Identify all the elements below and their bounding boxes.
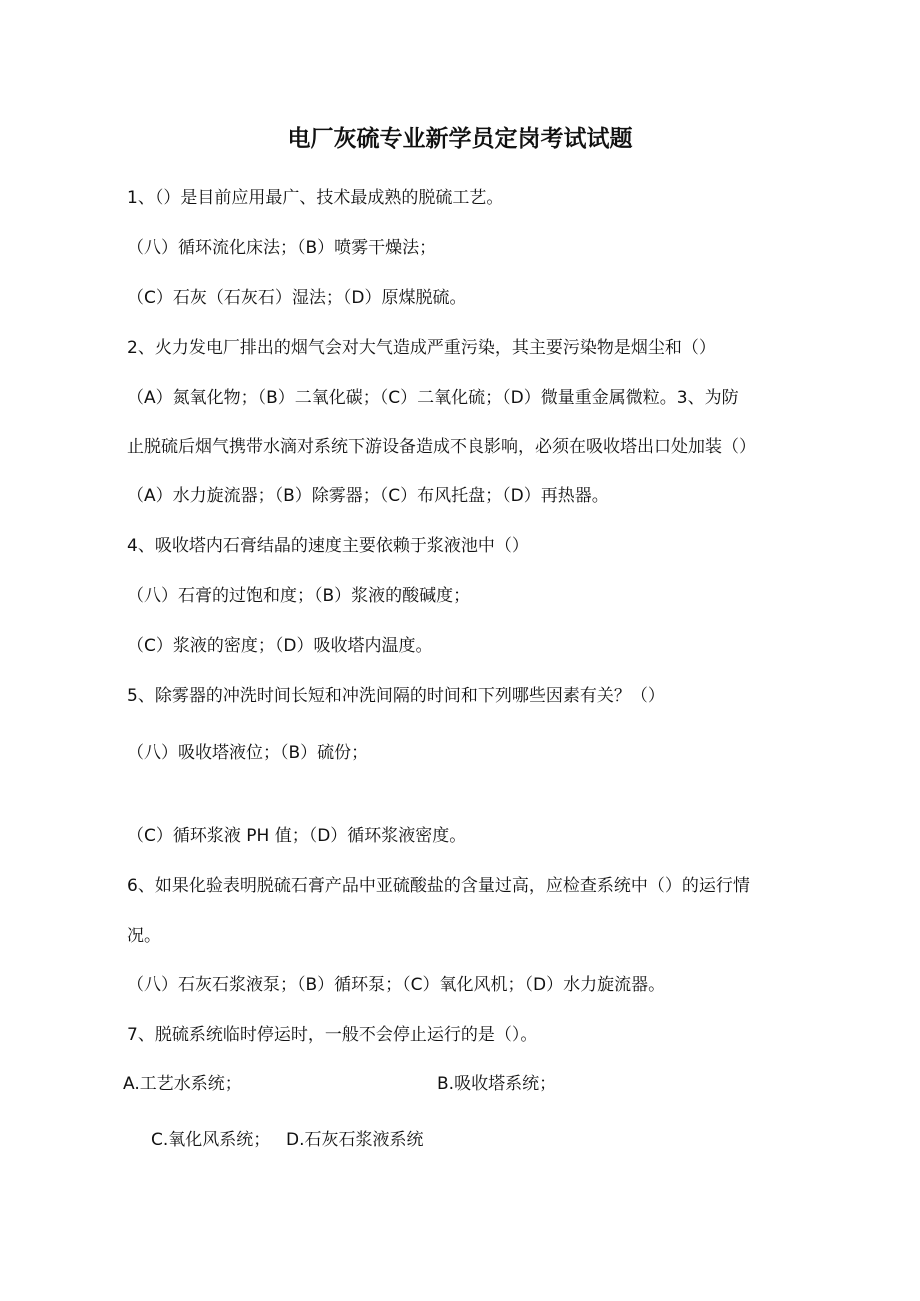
question-6-options: （八）石灰石浆液泵；（B）循环泵；（C）氧化风机；（D）水力旋流器。: [127, 975, 666, 995]
question-7-option-d: D.石灰石浆液系统: [286, 1130, 424, 1150]
question-4-options-ab: （八）石膏的过饱和度；（B）浆液的酸碱度；: [127, 586, 471, 606]
question-5: 5、除雾器的冲洗时间长短和冲洗间隔的时间和下列哪些因素有关？（）: [127, 686, 665, 706]
question-1-options-cd: （C）石灰（石灰石）湿法；（D）原煤脱硫。: [127, 288, 467, 308]
question-6: 6、如果化验表明脱硫石膏产品中亚硫酸盐的含量过高，应检查系统中（）的运行情: [127, 876, 750, 896]
question-6-continued: 况。: [127, 926, 161, 946]
question-7-option-b: B.吸收塔系统；: [437, 1074, 557, 1094]
question-7: 7、脱硫系统临时停运时，一般不会停止运行的是（）。: [127, 1025, 538, 1045]
question-7-option-a: A.工艺水系统；: [123, 1074, 242, 1094]
page-title: 电厂灰硫专业新学员定岗考试试题: [287, 126, 633, 152]
question-7-option-c: C.氧化风系统；: [151, 1130, 271, 1150]
question-2-options-and-question-3-start: （A）氮氧化物；（B）二氧化碳；（C）二氧化硫；（D）微量重金属微粒。3、为防: [127, 388, 739, 408]
question-3-continued: 止脱硫后烟气携带水滴对系统下游设备造成不良影响，必须在吸收塔出口处加装（）: [127, 437, 756, 457]
question-5-options-cd: （C）循环浆液 PH 值；（D）循环浆液密度。: [127, 826, 467, 846]
question-1: 1、（）是目前应用最广、技术最成熟的脱硫工艺。: [127, 188, 504, 208]
question-2: 2、火力发电厂排出的烟气会对大气造成严重污染，其主要污染物是烟尘和（）: [127, 338, 716, 358]
question-1-options-ab: （八）循环流化床法；（B）喷雾干燥法；: [127, 238, 437, 258]
question-5-options-ab: （八）吸收塔液位；（B）硫份；: [127, 743, 369, 763]
question-3-options: （A）水力旋流器；（B）除雾器；（C）布风托盘；（D）再热器。: [127, 486, 609, 506]
question-4: 4、吸收塔内石膏结晶的速度主要依赖于浆液池中（）: [127, 536, 529, 556]
question-4-options-cd: （C）浆液的密度；（D）吸收塔内温度。: [127, 636, 433, 656]
